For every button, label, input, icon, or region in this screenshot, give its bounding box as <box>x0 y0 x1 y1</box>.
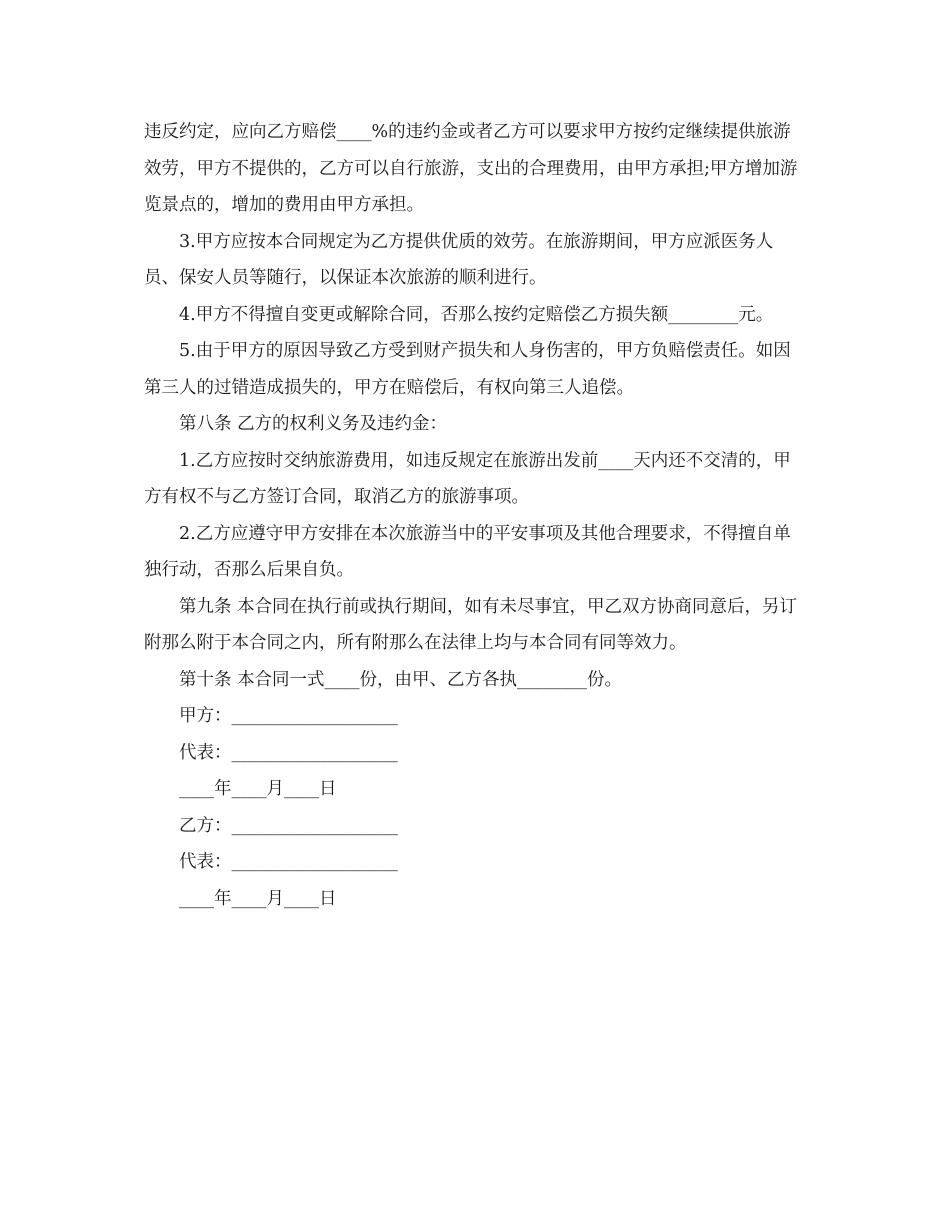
representative-b-line: 代表：___________________ <box>179 852 398 872</box>
date-b-line: ____年____月____日 <box>179 888 337 909</box>
clause-b-2: 2.乙方应遵守甲方安排在本次旅游当中的平安事项及其他合理要求，不得擅自单独行动，否那么后果自负。 <box>144 523 791 580</box>
clause-a-4: 4.甲方不得擅自变更或解除合同，否那么按约定赔偿乙方损失额________元。 <box>179 304 774 325</box>
document-body <box>144 114 804 917</box>
article-10: 第十条 本合同一式____份，由甲、乙方各执________份。 <box>179 669 623 690</box>
article-9: 第九条 本合同在执行前或执行期间，如有未尽事宜，甲乙双方协商同意后，另订附那么附于本合同之内，所有附那么在法律上均与本合同有同等效力。 <box>144 596 798 653</box>
party-a-line: 甲方：___________________ <box>179 706 398 726</box>
representative-a-line: 代表：___________________ <box>179 742 398 763</box>
clause-b-1: 1.乙方应按时交纳旅游费用，如违反规定在旅游出发前____天内还不交清的，甲方有权不与乙方签订合同，取消乙方的旅游事项。 <box>144 450 791 507</box>
article-8-heading: 第八条 乙方的权利义务及违约金： <box>179 414 448 434</box>
clause-a-3: 3.甲方应按本合同规定为乙方提供优质的效劳。在旅游期间，甲方应派医务人员、保安人员等随行，以保证本次旅游的顺利进行。 <box>144 231 774 288</box>
date-a-line: ____年____月____日 <box>179 779 337 799</box>
party-b-line: 乙方：___________________ <box>179 815 398 836</box>
paragraph-breach-continuation: 违反约定，应向乙方赔偿____%的违约金或者乙方可以要求甲方按约定继续提供旅游效劳，甲方不提供的，乙方可以自行旅游，支出的合理费用，由甲方承担;甲方增加游览景点的，增加的费用由甲方承担。 <box>144 122 798 215</box>
signature-block <box>144 698 804 917</box>
clause-a-5: 5.由于甲方的原因导致乙方受到财产损失和人身伤害的，甲方负赔偿责任。如因第三人的过错造成损失的，甲方在赔偿后，有权向第三人追偿。 <box>144 341 791 398</box>
